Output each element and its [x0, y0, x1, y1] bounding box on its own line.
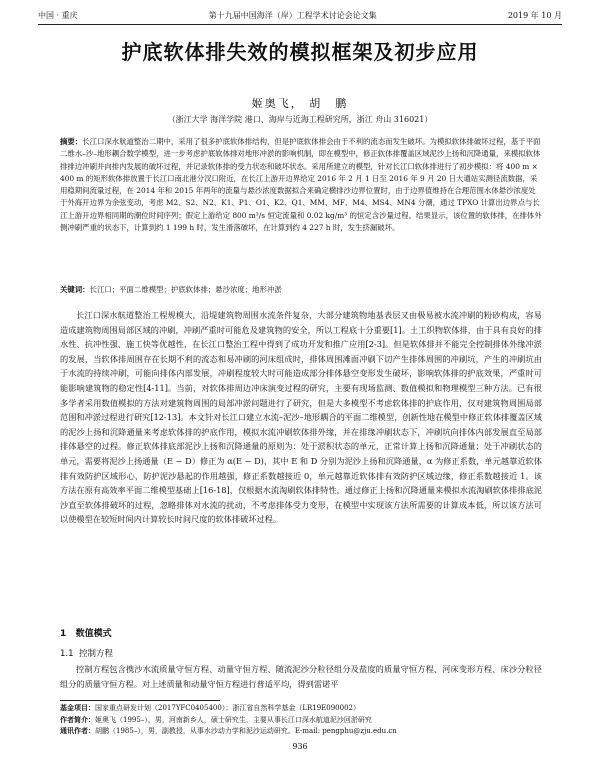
section-title: 数值模式: [75, 629, 112, 639]
abstract: [60, 136, 542, 234]
footnote-corresponding: 通讯作者：胡鹏（1985–），男，副教授，从事水沙动力学和泥沙运动研究。E-mail: pengphu@zju.edu.cn: [60, 727, 397, 736]
header-proceedings: 第十九届中国海洋（岸）工程学术讨论会论文集: [208, 10, 377, 20]
header-rule: [38, 24, 562, 25]
paper-title: 护底软体排失效的模拟框架及初步应用: [121, 40, 479, 64]
footnote-rule: [60, 700, 220, 701]
authors: 姬奥飞， 胡 鹏: [251, 97, 349, 110]
header-date: 2019 年 10 月: [507, 10, 562, 20]
footnotes: [60, 703, 542, 738]
subsection-title: 控制方程: [78, 649, 113, 659]
keywords-text: 长江口；平面二维模型；护底软体排；悬沙浓度；地形冲淤: [89, 285, 282, 294]
affiliation: （浙江大学 海洋学院 港口、海岸与近海工程研究所，浙江 舟山 316021）: [167, 115, 433, 124]
footnote-author-bio: 作者简介：姬奥飞（1995–），男，河南新乡人，硕士研究生，主要从事长江口深水航道泥沙回淤研究: [60, 715, 372, 724]
abstract-label: 摘要：: [60, 137, 83, 146]
section-number: 1: [60, 629, 67, 639]
subsection-number: 1.1: [60, 649, 74, 659]
intro-paragraph: 长江口深水航道整治工程规模大，沿堤建筑物周围水流条件复杂，大部分建筑物地基表层又由极易被水流冲刷的粉砂构成，容易造成建筑物周围局部区域的冲刷，冲刷严重时可能危及建筑物的安全，所以工程底十分重要[1]。土工织物软体排，由于具有良好的排水性、抗冲性强、施工快等优越性，在长江口整治工程中得到了成功开发和推广应用[2-3]。但是软体排并不能完全控制排体外缘冲淤的发展，当软体排周围存在长期不利的流态和易冲刷的河床组成时，排体周围滩面冲刷下切产生排体周围的冲刷坑，产生的冲刷坑由于水流的持续冲刷，可能向排体内部发展，冲刷程度较大时可能造成部分排体悬空变形发生破坏，影响软体排的护底效果，严重时可能影响建筑物的稳定性[4-11]。当前，对软体排周边冲床演变过程的研究，主要有现场监测、数值模拟和物理模型三种方法。已有很多学者采用数值模拟的方法对建筑物周围的局部冲淤问题进行了研究，但是大多模型不考虑软体排的护底作用，仅对建筑物周围局部范围和冲淤过程进行研究[12-13]。本文针对长江口建立水流–泥沙–地形耦合的平面二维模型，创新性地在模型中修正软体排覆盖区域的泥沙上扬和沉降通量来考虑软体排的护底作用，模拟水流冲刷软体排外缘，并在排缘冲刷状态下，冲刷坑向排体内部发展直至局部排体悬空的过程。修正软体排底部泥沙上扬和沉降通量的原则为：处于淤积状态的单元，正常计算上扬和沉降通量；处于冲刷状态的单元，需要将泥沙上扬通量（E − D）修正为 α(E − D)，其中 E 和 D 分别为泥沙上扬和沉降通量，α 为修正系数，单元越靠近软体排有效防护区域形心，防护泥沙悬起的作用越强，修正系数越接近 0，单元越靠近软体排有效防护区域边缘，修正系数越接近 1。该方法在原有高效率平面二维模型基础上[16-18]，仅根据水流淘刷软体排特性，通过修正上扬和沉降通量来模拟水流淘刷软体排排底泥沙直至软体排破坏的过程，忽略排体对水流的扰动，不考虑排体受力变形，在模型中实现该方法所需要的计算成本低，所以该方法可以使模型在较短时间内计算较长时间尺度的软体排破坏过程。: [60, 310, 542, 525]
keywords-label: 关键词：: [60, 285, 90, 294]
page-number: 936: [292, 742, 308, 751]
subsection-heading: [60, 647, 113, 659]
running-header: [38, 8, 562, 22]
section-heading: [60, 626, 112, 639]
governing-equations-paragraph: 控制方程包含携沙水流质量守恒方程、动量守恒方程、随流泥沙分粒径组分及盐度的质量守恒方程、河床变形方程、床沙分粒径组分的质量守恒方程。对上述质量和动量守恒方程进行普适平均，得到雷诺平: [60, 664, 542, 689]
footnote-funding: 基金项目：国家重点研发计划（2017YFC0405400）；浙江省自然科学基金（LR19E090002）: [60, 704, 360, 712]
abstract-text: 长江口深水航道整治二期中，采用了很多护底软体排结构，但是护底软体排会由于不利的流态而发生破坏。为模拟软体排破坏过程，基于平面二维水–沙–地形耦合数学模型，进一步考虑护底软体排对地形冲淤的影响机制，即在模型中，修正软体排覆盖区域泥沙上扬和沉降通量，来模拟软体排排边冲刷并向排内发展的破坏过程，并记录软体排的受力状态和破坏状态。采用所建立的模型，针对长江口软体排进行了初步模拟：将 400 m × 400 m 的矩形软体排放置于长江口南北港分汊口附近，在长江上游开边界给定 2016 年 2 月 1 日至 2016 年 9 月 20 日大通站实测径流数据，采用稳期间流量过程，在 2014 年和 2015 年两年的流量与悬沙浓度数据拟合来确定横排沙边界位置时，由于边界值维持在合理范围水体悬沙浓度处于外海开边界为余弦变动，考虑 M2、S2、N2、K1、P1、O1、K2、Q1、MM、MF、M4、MS4、MN4 分潮，通过 TPXO 计算出边界点与长江上游开边界相同期的潮位时间序列；假定上游给定 800 m³/s 恒定流量和 0.02 kg/m³ 的恒定含沙量过程。结果显示，该位置的软体排，在排体外侧冲刷严重的状态下，计算到约 1 199 h 时，发生滑落破坏，在计算到约 4 227 h 时，发生挤漏破坏。: [60, 137, 542, 233]
header-location: 中国 · 重庆: [38, 10, 78, 20]
keywords: [60, 284, 542, 296]
